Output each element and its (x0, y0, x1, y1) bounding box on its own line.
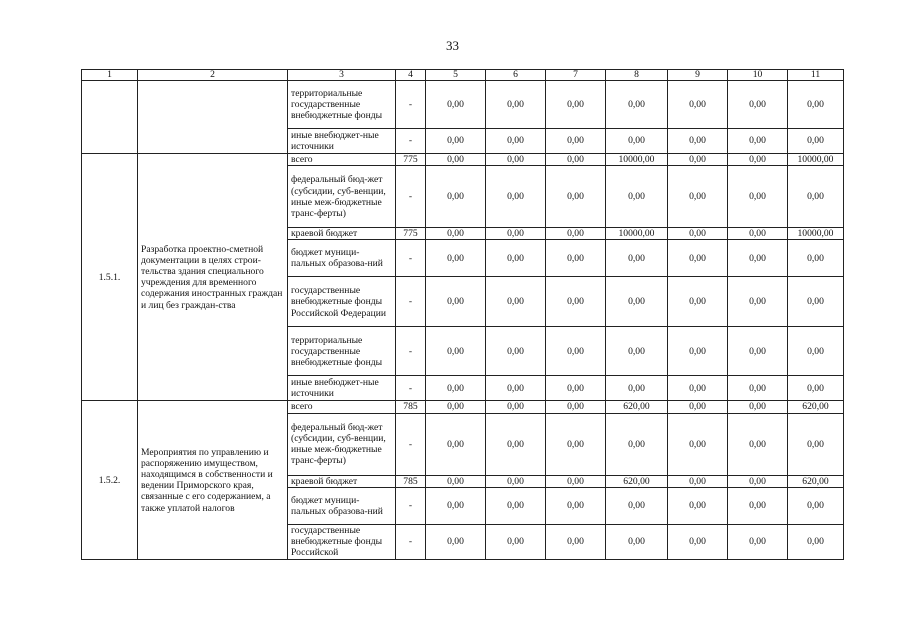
funding-source: государственные внебюджетные фонды Российской Федерации (288, 277, 396, 327)
amount-cell: 10000,00 (606, 228, 668, 240)
amount-cell: 0,00 (426, 81, 486, 129)
column-header: 6 (486, 70, 546, 81)
amount-cell: 0,00 (486, 228, 546, 240)
budget-code: - (396, 524, 426, 559)
item-name (138, 81, 288, 154)
amount-cell: 0,00 (788, 327, 844, 376)
amount-cell: 0,00 (546, 413, 606, 475)
amount-cell: 10000,00 (788, 228, 844, 240)
amount-cell: 0,00 (668, 81, 728, 129)
item-number (82, 81, 138, 154)
page-number: 33 (446, 38, 459, 53)
amount-cell: 0,00 (606, 240, 668, 277)
funding-source: всего (288, 154, 396, 166)
amount-cell: 0,00 (788, 487, 844, 524)
amount-cell: 0,00 (668, 413, 728, 475)
amount-cell: 0,00 (668, 166, 728, 228)
funding-source: всего (288, 401, 396, 413)
amount-cell: 0,00 (546, 228, 606, 240)
amount-cell: 0,00 (546, 81, 606, 129)
table-row (82, 154, 844, 166)
amount-cell: 0,00 (728, 277, 788, 327)
budget-code: - (396, 413, 426, 475)
amount-cell: 0,00 (728, 154, 788, 166)
amount-cell: 0,00 (426, 475, 486, 487)
item-number: 1.5.1. (82, 154, 138, 401)
amount-cell: 0,00 (668, 228, 728, 240)
column-header: 7 (546, 70, 606, 81)
amount-cell: 620,00 (606, 475, 668, 487)
funding-source: федеральный бюд-жет (субсидии, суб-венции, иные меж-бюджетные транс-ферты) (288, 413, 396, 475)
amount-cell: 0,00 (546, 524, 606, 559)
amount-cell: 0,00 (728, 376, 788, 401)
amount-cell: 0,00 (668, 277, 728, 327)
amount-cell: 0,00 (426, 524, 486, 559)
item-name: Мероприятия по управлению и распоряжению имуществом, находящимся в собственности и ведении Приморского края, связанные с его содержанием, а также уплатой налогов (138, 401, 288, 559)
amount-cell: 0,00 (486, 240, 546, 277)
budget-code: - (396, 240, 426, 277)
amount-cell: 0,00 (606, 327, 668, 376)
amount-cell: 0,00 (788, 166, 844, 228)
amount-cell: 0,00 (788, 413, 844, 475)
amount-cell: 0,00 (788, 376, 844, 401)
column-header: 11 (788, 70, 844, 81)
amount-cell: 0,00 (668, 240, 728, 277)
amount-cell: 0,00 (728, 487, 788, 524)
amount-cell: 0,00 (788, 524, 844, 559)
amount-cell: 0,00 (606, 524, 668, 559)
column-header: 10 (728, 70, 788, 81)
item-number: 1.5.2. (82, 401, 138, 559)
amount-cell: 0,00 (486, 487, 546, 524)
amount-cell: 0,00 (486, 154, 546, 166)
amount-cell: 0,00 (668, 376, 728, 401)
budget-code: 785 (396, 475, 426, 487)
budget-code: 785 (396, 401, 426, 413)
funding-source: краевой бюджет (288, 228, 396, 240)
funding-source: территориальные государственные внебюджетные фонды (288, 81, 396, 129)
amount-cell: 0,00 (668, 327, 728, 376)
amount-cell: 0,00 (486, 401, 546, 413)
amount-cell: 10000,00 (788, 154, 844, 166)
table-row (82, 401, 844, 413)
amount-cell: 620,00 (606, 401, 668, 413)
table-row (82, 81, 844, 129)
amount-cell: 0,00 (546, 154, 606, 166)
amount-cell: 0,00 (426, 327, 486, 376)
amount-cell: 0,00 (486, 413, 546, 475)
amount-cell: 0,00 (668, 154, 728, 166)
column-header: 5 (426, 70, 486, 81)
amount-cell: 0,00 (486, 327, 546, 376)
amount-cell: 0,00 (788, 277, 844, 327)
amount-cell: 0,00 (546, 277, 606, 327)
amount-cell: 0,00 (426, 277, 486, 327)
amount-cell: 0,00 (426, 401, 486, 413)
amount-cell: 0,00 (606, 376, 668, 401)
amount-cell: 0,00 (486, 166, 546, 228)
budget-code: - (396, 487, 426, 524)
amount-cell: 0,00 (728, 166, 788, 228)
budget-code: - (396, 277, 426, 327)
amount-cell: 0,00 (426, 413, 486, 475)
column-header: 2 (138, 70, 288, 81)
column-header: 3 (288, 70, 396, 81)
amount-cell: 0,00 (606, 166, 668, 228)
amount-cell: 0,00 (728, 81, 788, 129)
amount-cell: 0,00 (728, 129, 788, 154)
amount-cell: 620,00 (788, 475, 844, 487)
amount-cell: 0,00 (606, 129, 668, 154)
amount-cell: 0,00 (728, 524, 788, 559)
amount-cell: 0,00 (668, 129, 728, 154)
amount-cell: 0,00 (426, 154, 486, 166)
amount-cell: 0,00 (606, 487, 668, 524)
amount-cell: 0,00 (668, 401, 728, 413)
amount-cell: 0,00 (486, 376, 546, 401)
funding-source: государственные внебюджетные фонды Российской (288, 524, 396, 559)
amount-cell: 0,00 (606, 277, 668, 327)
funding-source: краевой бюджет (288, 475, 396, 487)
amount-cell: 0,00 (788, 129, 844, 154)
amount-cell: 0,00 (486, 81, 546, 129)
column-header: 1 (82, 70, 138, 81)
funding-source: федеральный бюд-жет (субсидии, суб-венции, иные меж-бюджетные транс-ферты) (288, 166, 396, 228)
amount-cell: 0,00 (606, 413, 668, 475)
funding-source: иные внебюджет-ные источники (288, 376, 396, 401)
amount-cell: 0,00 (426, 487, 486, 524)
amount-cell: 0,00 (426, 228, 486, 240)
amount-cell: 0,00 (546, 240, 606, 277)
amount-cell: 0,00 (728, 327, 788, 376)
budget-code: - (396, 166, 426, 228)
amount-cell: 0,00 (486, 475, 546, 487)
funding-source: иные внебюджет-ные источники (288, 129, 396, 154)
budget-code: 775 (396, 228, 426, 240)
amount-cell: 0,00 (486, 129, 546, 154)
amount-cell: 0,00 (546, 166, 606, 228)
budget-code: - (396, 129, 426, 154)
amount-cell: 0,00 (546, 475, 606, 487)
column-header: 9 (668, 70, 728, 81)
amount-cell: 0,00 (728, 401, 788, 413)
amount-cell: 0,00 (546, 327, 606, 376)
budget-code: - (396, 81, 426, 129)
column-header: 4 (396, 70, 426, 81)
funding-source: бюджет муници-пальных образова-ний (288, 487, 396, 524)
amount-cell: 0,00 (788, 240, 844, 277)
amount-cell: 0,00 (606, 81, 668, 129)
amount-cell: 0,00 (426, 376, 486, 401)
amount-cell: 0,00 (668, 487, 728, 524)
amount-cell: 0,00 (546, 487, 606, 524)
amount-cell: 0,00 (426, 129, 486, 154)
amount-cell: 0,00 (486, 524, 546, 559)
amount-cell: 620,00 (788, 401, 844, 413)
amount-cell: 0,00 (546, 376, 606, 401)
amount-cell: 0,00 (546, 401, 606, 413)
amount-cell: 0,00 (728, 228, 788, 240)
amount-cell: 0,00 (728, 475, 788, 487)
amount-cell: 0,00 (546, 129, 606, 154)
amount-cell: 0,00 (426, 166, 486, 228)
amount-cell: 0,00 (788, 81, 844, 129)
item-name: Разработка проектно-сметной документации в целях строи-тельства здания специального учреждения для временного содержания иностранных граждан и лиц без граждан-ства (138, 154, 288, 401)
table-header-row (82, 70, 844, 81)
budget-code: 775 (396, 154, 426, 166)
amount-cell: 0,00 (486, 277, 546, 327)
budget-code: - (396, 376, 426, 401)
amount-cell: 10000,00 (606, 154, 668, 166)
amount-cell: 0,00 (426, 240, 486, 277)
funding-source: бюджет муници-пальных образова-ний (288, 240, 396, 277)
budget-code: - (396, 327, 426, 376)
amount-cell: 0,00 (668, 475, 728, 487)
funding-source: территориальные государственные внебюджетные фонды (288, 327, 396, 376)
amount-cell: 0,00 (668, 524, 728, 559)
amount-cell: 0,00 (728, 240, 788, 277)
column-header: 8 (606, 70, 668, 81)
amount-cell: 0,00 (728, 413, 788, 475)
budget-table (81, 69, 844, 560)
